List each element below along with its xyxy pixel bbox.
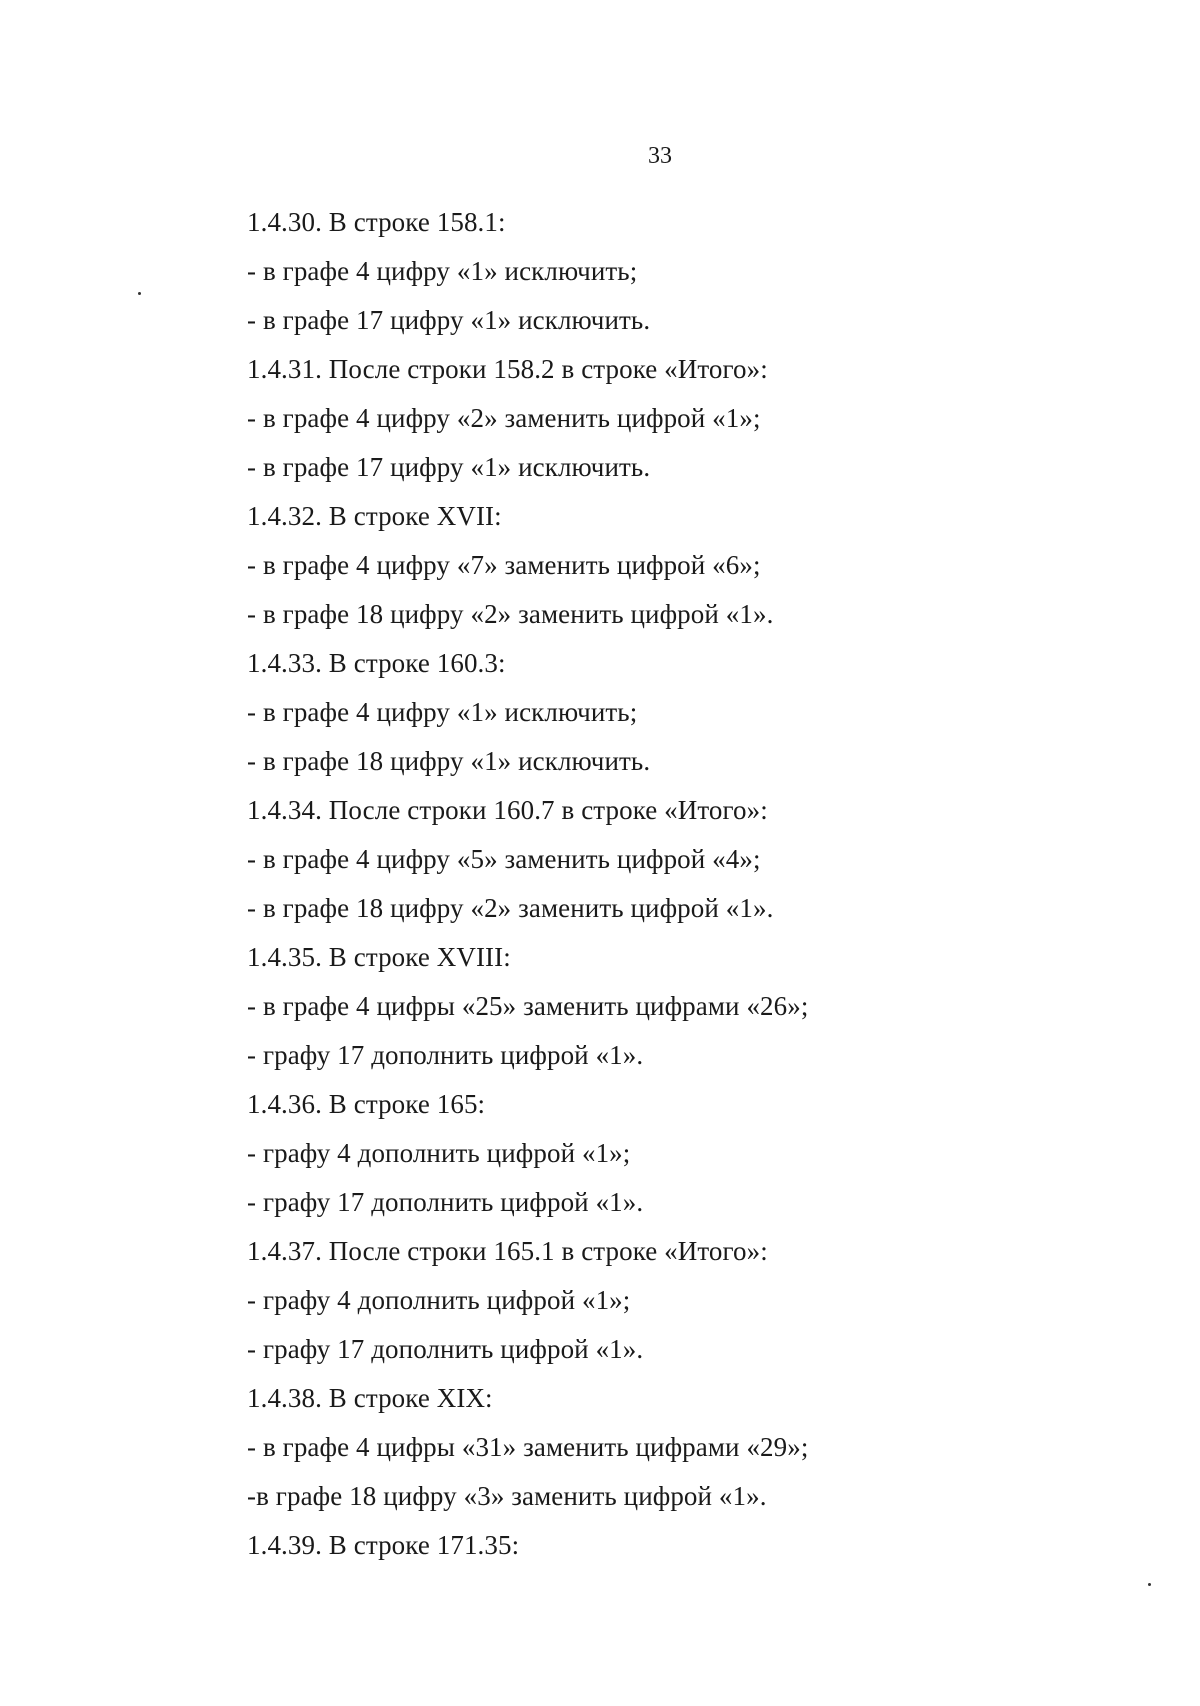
instruction-line: -в графе 18 цифру «3» заменить цифрой «1». <box>247 1481 767 1511</box>
instruction-line: - графу 17 дополнить цифрой «1». <box>247 1187 644 1217</box>
instruction-line: - в графе 17 цифру «1» исключить. <box>247 452 651 482</box>
section-heading: 1.4.35. В строке XVIII: <box>247 942 511 972</box>
instruction-line: - графу 17 дополнить цифрой «1». <box>247 1334 644 1364</box>
instruction-line: - в графе 4 цифры «25» заменить цифрами «26»; <box>247 991 809 1021</box>
instruction-line: - в графе 17 цифру «1» исключить. <box>247 305 651 335</box>
section-heading: 1.4.37. После строки 165.1 в строке «Итого»: <box>247 1236 768 1266</box>
section-heading: 1.4.36. В строке 165: <box>247 1089 486 1119</box>
section-heading: 1.4.31. После строки 158.2 в строке «Итого»: <box>247 354 768 384</box>
section-heading: 1.4.30. В строке 158.1: <box>247 207 506 237</box>
section-heading: 1.4.34. После строки 160.7 в строке «Итого»: <box>247 795 768 825</box>
document-body <box>247 198 808 1570</box>
section-heading: 1.4.39. В строке 171.35: <box>247 1530 520 1560</box>
scan-speck <box>138 292 141 295</box>
instruction-line: - графу 17 дополнить цифрой «1». <box>247 1040 644 1070</box>
section-heading: 1.4.33. В строке 160.3: <box>247 648 506 678</box>
instruction-line: - в графе 4 цифру «1» исключить; <box>247 697 638 727</box>
instruction-line: - в графе 4 цифру «1» исключить; <box>247 256 638 286</box>
instruction-line: - в графе 18 цифру «2» заменить цифрой «1». <box>247 599 774 629</box>
instruction-line: - в графе 4 цифру «2» заменить цифрой «1»; <box>247 403 761 433</box>
instruction-line: - в графе 4 цифры «31» заменить цифрами «29»; <box>247 1432 809 1462</box>
section-heading: 1.4.38. В строке XIX: <box>247 1383 493 1413</box>
scan-speck <box>1148 1583 1151 1586</box>
instruction-line: - в графе 4 цифру «5» заменить цифрой «4»; <box>247 844 761 874</box>
instruction-line: - графу 4 дополнить цифрой «1»; <box>247 1138 631 1168</box>
instruction-line: - в графе 4 цифру «7» заменить цифрой «6»; <box>247 550 761 580</box>
page-number: 33 <box>648 143 672 169</box>
instruction-line: - в графе 18 цифру «2» заменить цифрой «1». <box>247 893 774 923</box>
instruction-line: - графу 4 дополнить цифрой «1»; <box>247 1285 631 1315</box>
instruction-line: - в графе 18 цифру «1» исключить. <box>247 746 651 776</box>
section-heading: 1.4.32. В строке XVII: <box>247 501 502 531</box>
